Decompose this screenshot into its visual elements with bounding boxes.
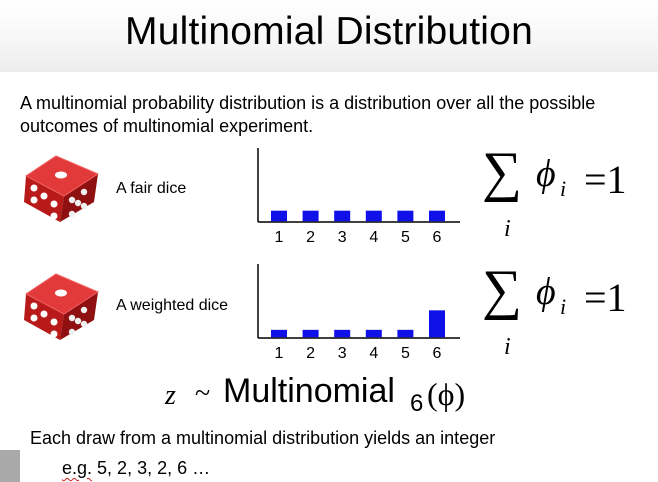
sum-index: i (504, 334, 511, 360)
formula-argument: (ϕ) (427, 376, 466, 412)
bar-2 (303, 330, 319, 337)
tick-label-5: 5 (400, 345, 410, 362)
fair-sum-formula (482, 141, 652, 250)
bar-1 (271, 211, 287, 222)
tick-label-6: 6 (432, 345, 442, 362)
equals-one: =1 (584, 275, 627, 320)
tick-label-5: 5 (400, 229, 410, 246)
tick-label-3: 3 (337, 345, 347, 362)
sum-index: i (504, 216, 511, 242)
equals-one: =1 (584, 157, 627, 202)
weighted-dice-chart (250, 262, 462, 366)
bar-3 (334, 211, 350, 222)
tick-label-1: 1 (274, 229, 284, 246)
example-prefix: e.g. (62, 458, 93, 478)
bar-4 (366, 211, 382, 222)
fair-dice-label: A fair dice (116, 180, 187, 197)
bar-5 (397, 211, 413, 222)
formula-name: Multinomial (223, 372, 395, 410)
example-line (62, 458, 210, 479)
formula-tilde: ~ (195, 378, 211, 409)
phi-symbol: ϕ (536, 153, 556, 195)
tick-label-1: 1 (274, 345, 284, 362)
sum-symbol: ∑ (482, 141, 522, 203)
bar-3 (334, 330, 350, 337)
bar-5 (397, 330, 413, 337)
draw-description: Each draw from a multinomial distribution yields an integer (30, 428, 496, 448)
sum-symbol: ∑ (482, 259, 522, 321)
bar-1 (271, 330, 287, 337)
formula-variable: z (165, 380, 176, 411)
weighted-sum-formula (482, 259, 652, 368)
formula-subscript: 6 (410, 390, 424, 417)
tick-label-4: 4 (369, 345, 379, 362)
red-dice-icon (20, 270, 102, 342)
phi-index: i (560, 176, 567, 201)
phi-symbol: ϕ (536, 271, 556, 313)
corner-decoration (0, 450, 20, 482)
tick-label-3: 3 (337, 229, 347, 246)
tick-label-2: 2 (306, 345, 316, 362)
slide-title: Multinomial Distribution (125, 10, 533, 53)
intro-text: A multinomial probability distribution is a distribution over all the possible outcomes of multinomial experiment. (20, 93, 596, 136)
bar-6 (429, 211, 445, 222)
tick-label-2: 2 (306, 229, 316, 246)
example-values: 5, 2, 3, 2, 6 … (97, 458, 211, 478)
weighted-dice-label: A weighted dice (116, 297, 229, 314)
tick-label-6: 6 (432, 229, 442, 246)
fair-dice-chart (250, 146, 462, 250)
phi-index: i (560, 294, 567, 319)
bar-6 (429, 310, 445, 337)
bar-4 (366, 330, 382, 337)
red-dice-icon (20, 152, 102, 224)
bar-2 (303, 211, 319, 222)
tick-label-4: 4 (369, 229, 379, 246)
